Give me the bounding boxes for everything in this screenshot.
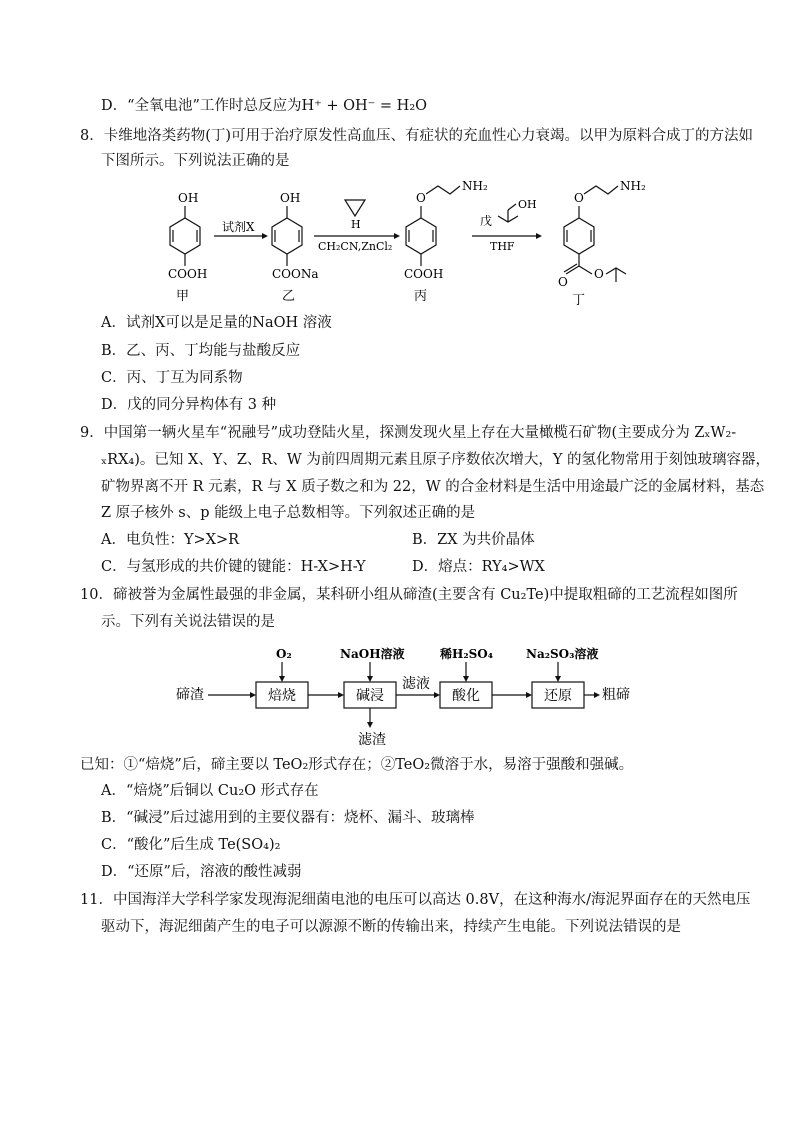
flow-box-alkali-label: 碱浸 <box>356 688 384 704</box>
q8-option-b: B．乙、丙、丁均能与盐酸反应 <box>101 343 301 359</box>
ding-carbonyl-o: O <box>558 275 568 289</box>
q8-option-a: A．试剂X可以是足量的NaOH 溶液 <box>101 315 332 331</box>
q9-stem-line4: Z 原子核外 s、p 能级上电子总数相等。下列叙述正确的是 <box>101 505 476 521</box>
label-jia: 甲 <box>176 289 190 304</box>
flow-box-acidify-label: 酸化 <box>452 688 480 704</box>
q8-option-c: C．丙、丁互为同系物 <box>101 370 243 386</box>
flow-input-h2so4: 稀H₂SO₄ <box>440 647 493 661</box>
q8-option-d: D．戊的同分异构体有 3 种 <box>101 397 277 413</box>
q10-option-a: A．“焙烧”后铜以 Cu₂O 形式存在 <box>101 783 319 799</box>
aziridine-h: H <box>351 218 361 231</box>
flow-input-naoh: NaOH溶液 <box>340 647 405 661</box>
bing-nh2: NH₂ <box>462 179 488 193</box>
q8-synthesis-scheme <box>0 178 794 318</box>
jia-cooh: COOH <box>168 267 208 281</box>
reagent-wu: 戊 <box>480 214 493 228</box>
compound-jia <box>168 191 207 304</box>
q10-stem-line2: 示。下列有关说法错误的是 <box>101 614 275 630</box>
tert-butanol-structure <box>498 198 537 222</box>
label-yi: 乙 <box>282 289 296 304</box>
q10-option-b: B．“碱浸”后过滤用到的主要仪器有：烧杯、漏斗、玻璃棒 <box>101 810 475 826</box>
wu-oh: OH <box>518 198 537 211</box>
compound-yi <box>272 191 319 304</box>
q8-stem-line2: 下图所示。下列说法正确的是 <box>101 153 290 169</box>
label-ding: 丁 <box>572 293 586 308</box>
bing-cooh: COOH <box>404 267 444 281</box>
yi-coona: COONa <box>272 267 319 281</box>
q10-option-d: D．“还原”后，溶液的酸性减弱 <box>101 864 302 880</box>
yi-oh: OH <box>280 191 301 205</box>
q10-stem-line1: 10．碲被誉为金属性最强的非金属，某科研小组从碲渣(主要含有 Cu₂Te)中提取粗碲的工艺流程如图所 <box>80 587 738 603</box>
flow-start: 碲渣 <box>176 687 204 703</box>
flow-end: 粗碲 <box>602 687 630 703</box>
q10-process-flow <box>0 640 794 750</box>
compound-bing <box>404 179 488 304</box>
label-bing: 丙 <box>414 289 428 304</box>
q9-option-b: B．ZX 为共价晶体 <box>412 532 535 548</box>
flow-output-residue: 滤渣 <box>358 732 386 748</box>
q9-stem-line2: ₓRX₄)。已知 X、Y、Z、R、W 为前四周期元素且原子序数依次增大，Y 的氢化物常用于刻蚀玻璃容器， <box>101 452 771 468</box>
q7-option-d: D．“全氧电池”工作时总反应为H⁺ + OH⁻ = H₂O <box>101 98 428 114</box>
aziridine-reagent <box>345 200 365 231</box>
ding-ester-o: O <box>594 267 604 281</box>
ding-nh2: NH₂ <box>620 179 646 193</box>
q10-known: 已知：①“焙烧”后，碲主要以 TeO₂形式存在；②TeO₂微溶于水，易溶于强酸和强碱。 <box>80 757 634 773</box>
flow-input-o2: O₂ <box>276 647 292 661</box>
flow-filtrate: 滤液 <box>402 676 430 692</box>
q9-stem-line3: 矿物界离不开 R 元素，R 与 X 质子数之和为 22，W 的合金材料是生活中用途最广泛的金属材料，基态 <box>101 479 765 495</box>
q10-option-c: C．“酸化”后生成 Te(SO₄)₂ <box>101 837 281 853</box>
q11-stem-line1: 11．中国海洋大学科学家发现海泥细菌电池的电压可以高达 0.8V，在这种海水/海泥界面存在的天然电压 <box>80 892 751 908</box>
ding-o: O <box>574 191 584 205</box>
reagent-x: 试剂X <box>222 220 255 234</box>
q11-stem-line2: 驱动下，海泥细菌产生的电子可以源源不断的传输出来，持续产生电能。下列说法错误的是 <box>101 919 681 935</box>
flow-input-na2so3: Na₂SO₃溶液 <box>526 647 599 661</box>
q9-option-c: C．与氢形成的共价键的键能：H-X>H-Y <box>101 559 366 575</box>
flow-box-roast-label: 焙烧 <box>268 688 296 704</box>
q9-option-d: D．熔点：RY₄>WX <box>412 559 545 575</box>
reagent-thf: THF <box>490 240 515 253</box>
q9-stem-line1: 9．中国第一辆火星车“祝融号”成功登陆火星，探测发现火星上存在大量橄榄石矿物(主要成分为 ZₓW₂- <box>80 425 737 441</box>
flow-box-reduce-label: 还原 <box>544 688 572 704</box>
jia-oh: OH <box>178 191 199 205</box>
bing-o: O <box>416 191 426 205</box>
reagent-aziridine-conditions: CH₂CN,ZnCl₂ <box>318 240 393 253</box>
compound-ding <box>558 179 646 308</box>
q8-stem-line1: 8．卡维地洛类药物(丁)可用于治疗原发性高血压、有症状的充血性心力衰竭。以甲为原料合成丁的方法如 <box>80 128 754 144</box>
q9-option-a: A．电负性：Y>X>R <box>101 532 240 548</box>
